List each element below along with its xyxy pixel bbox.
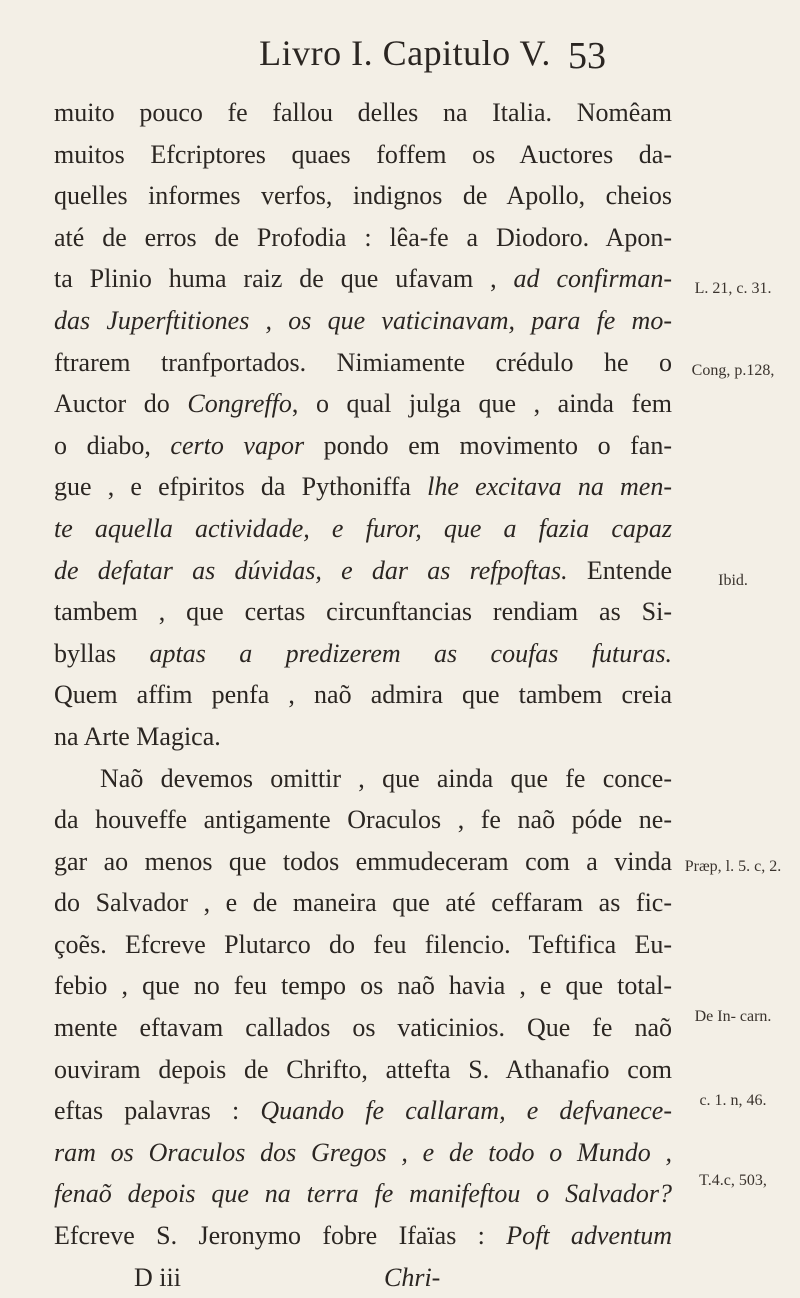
- text-line: da houveffe antigamente Oraculos , fe naõ póde ne-: [54, 805, 672, 835]
- text-line: [54, 1215, 672, 1257]
- text-run: pondo em movimento o fan-: [304, 430, 672, 460]
- italic-run: , e defvanece-: [499, 1096, 672, 1126]
- text-line: ftrarem tranfportados. Nimiamente crédulo he o: [54, 347, 672, 377]
- text-run: Auctor do: [54, 389, 188, 419]
- signature-mark: D iii: [134, 1262, 181, 1292]
- italic-run: ad confirman-: [513, 264, 672, 294]
- margin-note: L. 21, c. 31.: [694, 280, 772, 297]
- text-run: , o qual julga que , ainda fem: [291, 389, 672, 419]
- italic-run: de defatar as dúvidas, e dar as refpoftas.: [54, 555, 568, 585]
- text-line: ram os Oraculos dos Gregos , e de todo o Mundo ,: [54, 1137, 672, 1167]
- text-line: [54, 550, 672, 592]
- text-line: muito pouco fe fallou delles na Italia. Nomêam: [54, 98, 672, 127]
- text-line: fenaõ depois que na terra fe manifeftou o Salvador?: [54, 1179, 672, 1209]
- text-line: na Arte Magica.: [54, 721, 221, 751]
- margin-note: Cong, p.128,: [691, 362, 775, 379]
- text-line: te aquella actividade, e furor, que a fazia capaz: [54, 513, 672, 543]
- italic-run: Poft adventum: [506, 1221, 672, 1251]
- text-line: [54, 466, 672, 508]
- text-run: Entende: [567, 555, 673, 585]
- text-line: Naõ devemos omittir , que ainda que fe conce-: [100, 763, 672, 793]
- page-number: 53: [568, 35, 606, 77]
- text-line: mente eftavam callados os vaticinios. Que fe naõ: [54, 1013, 672, 1043]
- text-line: do Salvador , e de maneira que até ceffaram as fic-: [54, 888, 672, 918]
- text-run: ta Plinio huma raiz de que ufavam ,: [54, 264, 514, 294]
- margin-note: De In- carn.: [694, 1008, 772, 1025]
- text-run: eftas palavras :: [54, 1096, 261, 1126]
- margin-note: Præp, l. 5. c, 2.: [684, 858, 782, 875]
- text-run: gue , e efpiritos da Pythoniffa: [54, 472, 428, 502]
- text-run: Efcreve S. Jeronymo fobre Ifaïas :: [54, 1221, 507, 1251]
- text-line: ouviram depois de Chrifto, attefta S. Athanafio com: [54, 1054, 672, 1084]
- text-run: byllas: [54, 638, 150, 668]
- text-line: febio , que no feu tempo os naõ havia , e que total-: [54, 971, 672, 1001]
- margin-note: T.4.c, 503,: [699, 1172, 767, 1189]
- signature-line: [54, 1257, 672, 1298]
- text-line: [54, 1090, 672, 1132]
- text-line: [54, 425, 672, 467]
- text-line: até de erros de Profodia : lêa-fe a Diodoro. Apon-: [54, 222, 672, 252]
- text-line: çoẽs. Efcreve Plutarco do feu filencio. Teftifica Eu-: [54, 929, 672, 959]
- italic-run: certo vapor: [170, 430, 305, 460]
- text-line: gar ao menos que todos emmudeceram com a vinda: [54, 846, 672, 876]
- margin-note: Ibid.: [718, 572, 748, 589]
- text-line: [54, 258, 672, 300]
- italic-run: Quando fe callaram: [260, 1096, 500, 1126]
- text-line: quelles informes verfos, indignos de Apollo, cheios: [54, 181, 672, 211]
- catchword: Chri-: [384, 1262, 441, 1292]
- margin-note: c. 1. n, 46.: [699, 1092, 767, 1109]
- text-line: muitos Efcriptores quaes foffem os Auctores da-: [54, 139, 672, 169]
- text-line: tambem , que certas circunftancias rendiam as Si-: [54, 597, 672, 627]
- text-run: o diabo,: [54, 430, 171, 460]
- header-title: Livro I. Capitulo V.: [259, 33, 551, 73]
- text-line: das Juperftitiones , os que vaticinavam, para fe mo-: [54, 305, 672, 335]
- text-line: Quem affim penfa , naõ admira que tambem creia: [54, 680, 672, 710]
- italic-run: aptas a predizerem as coufas futuras.: [149, 638, 672, 668]
- italic-run: lhe excitava na men-: [427, 472, 672, 502]
- text-line: [54, 633, 672, 675]
- text-line: [54, 383, 672, 425]
- italic-run: Congreffo: [187, 389, 292, 419]
- body-text: [54, 92, 672, 1298]
